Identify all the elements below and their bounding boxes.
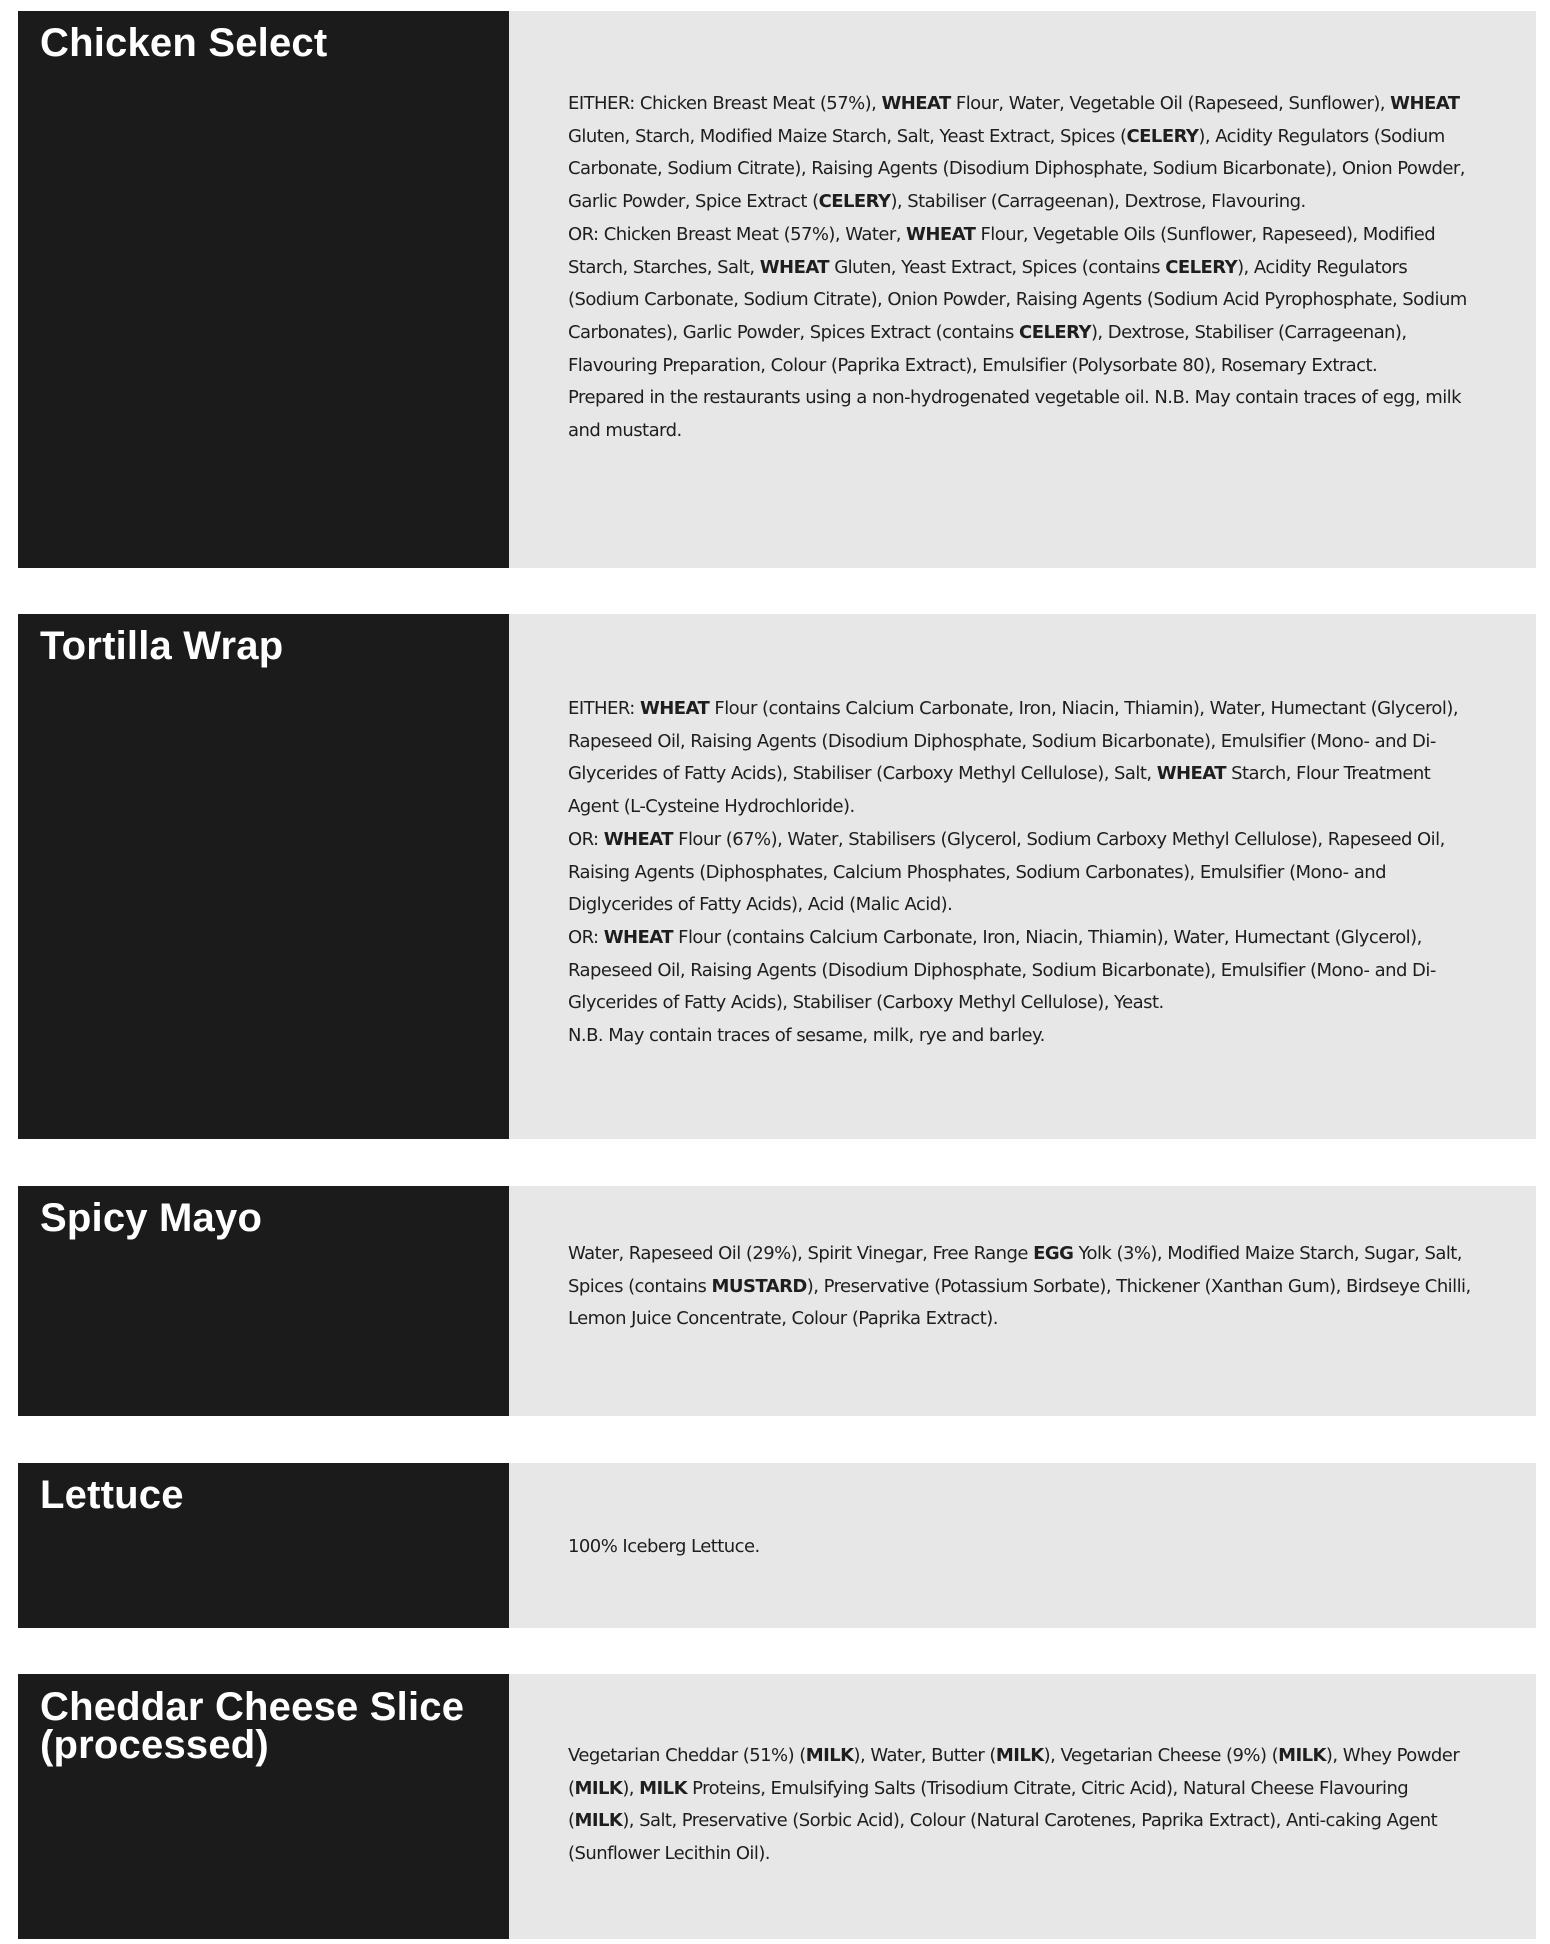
allergen-highlight: MILK — [639, 1777, 687, 1799]
allergen-highlight: MUSTARD — [711, 1275, 807, 1297]
ingredient-row-cheddar-cheese-slice — [18, 1674, 1536, 1939]
ingredient-text-run: ), Preservative (Potassium Sorbate), Thickener (Xanthan Gum), Birdseye Chilli, Lemon Juice Concentrate, Colour (Paprika Extract). — [568, 1275, 1471, 1330]
ingredient-text-run: ), — [622, 1777, 640, 1799]
allergen-highlight: WHEAT — [603, 828, 673, 850]
ingredient-text-run: Prepared in the restaurants using a non-hydrogenated vegetable oil. N.B. May contain traces of egg, milk and mustard. — [568, 387, 1461, 442]
allergen-highlight: MILK — [574, 1810, 623, 1832]
ingredients-text — [509, 1463, 1536, 1628]
allergen-highlight: EGG — [1033, 1243, 1074, 1264]
ingredient-text-run: ), Water, Butter ( — [853, 1745, 996, 1766]
ingredient-text-run: N.B. May contain traces of sesame, milk, rye and barley. — [568, 1025, 1045, 1047]
ingredient-text-run: Starch, Flour Treatment Agent (L-Cysteine Hydrochloride). — [568, 763, 1431, 818]
item-name-cell — [18, 1674, 509, 1939]
allergen-highlight: MILK — [995, 1745, 1044, 1766]
ingredient-paragraph — [568, 1740, 1476, 1871]
ingredient-text-run: ), Acidity Regulators (Sodium Carbonate, Sodium Citrate), Raising Agents (Disodium Diphosphate, Sodium Bicarbonate), Onion Powder, Garlic Powder, Spice Extract ( — [568, 125, 1465, 213]
ingredients-text — [509, 614, 1536, 1139]
ingredient-text-run: EITHER: Chicken Breast Meat (57%), — [568, 93, 882, 114]
allergen-highlight: MILK — [574, 1777, 623, 1799]
ingredients-text — [509, 1186, 1536, 1416]
ingredient-text-run: EITHER: — [568, 698, 640, 719]
ingredient-text-run: ), Salt, Preservative (Sorbic Acid), Colour (Natural Carotenes, Paprika Extract), Anti-caking Agent (Sunflower Lecithin Oil). — [568, 1810, 1438, 1865]
item-name: Chicken Select — [40, 21, 328, 65]
ingredient-text-run: 100% Iceberg Lettuce. — [568, 1536, 760, 1557]
allergen-highlight: WHEAT — [759, 256, 830, 278]
item-name: Tortilla Wrap — [40, 624, 284, 668]
allergen-highlight: WHEAT — [906, 223, 976, 245]
ingredient-paragraph — [568, 382, 1476, 447]
ingredient-row-lettuce — [18, 1463, 1536, 1628]
ingredient-text-run: OR: — [568, 926, 604, 948]
ingredient-text-run: Gluten, Yeast Extract, Spices (contains — [829, 256, 1166, 278]
ingredient-paragraph — [568, 824, 1476, 922]
ingredient-text-run: Gluten, Starch, Modified Maize Starch, Salt, Yeast Extract, Spices ( — [568, 125, 1127, 147]
ingredient-text-run: Flour (contains Calcium Carbonate, Iron, Niacin, Thiamin), Water, Humectant (Glycerol), Rapeseed Oil, Raising Agents (Disodium Diphosphate, Sodium Bicarbonate), Emulsifier (Mono- and Di-Glycerides of Fatty Acids), Stabiliser (Carboxy Methyl Cellulose), Yeast. — [568, 926, 1436, 1014]
ingredient-text-run: Proteins, Emulsifying Salts (Trisodium Citrate, Citric Acid), Natural Cheese Flavouring ( — [568, 1777, 1409, 1832]
ingredient-text-run: ), Stabiliser (Carrageenan), Dextrose, Flavouring. — [890, 191, 1306, 213]
allergen-highlight: WHEAT — [639, 698, 710, 719]
ingredient-text-run: ), Acidity Regulators (Sodium Carbonate, Sodium Citrate), Onion Powder, Raising Agents (Sodium Acid Pyrophosphate, Sodium Carbonates), Garlic Powder, Spices Extract (contains — [568, 256, 1467, 343]
ingredient-paragraph — [568, 88, 1476, 219]
ingredient-text-run: OR: — [568, 828, 604, 850]
ingredient-text-run: Flour (67%), Water, Stabilisers (Glycerol, Sodium Carboxy Methyl Cellulose), Rapeseed Oil, Raising Agents (Diphosphates, Calcium Phosphates, Sodium Carbonates), Emulsifier (Mono- and Diglycerides of Fatty Acids), Acid (Malic Acid). — [568, 828, 1445, 916]
ingredient-paragraph — [568, 219, 1476, 383]
item-name-cell — [18, 11, 509, 568]
ingredient-text-run: Water, Rapeseed Oil (29%), Spirit Vinegar, Free Range — [568, 1243, 1034, 1264]
ingredient-text-run: Yolk (3%), Modified Maize Starch, Sugar, Salt, Spices (contains — [568, 1243, 1462, 1297]
allergen-highlight: MILK — [805, 1745, 854, 1766]
allergen-highlight: CELERY — [1019, 321, 1091, 343]
ingredient-text-run: ), Whey Powder ( — [568, 1745, 1460, 1799]
allergen-highlight: MILK — [1278, 1745, 1326, 1766]
allergen-highlight: WHEAT — [881, 93, 951, 114]
allergen-highlight: WHEAT — [603, 926, 673, 948]
ingredient-row-tortilla-wrap — [18, 614, 1536, 1139]
ingredient-paragraph — [568, 693, 1476, 824]
ingredient-text-run: Flour (contains Calcium Carbonate, Iron, Niacin, Thiamin), Water, Humectant (Glycerol), Rapeseed Oil, Raising Agents (Disodium Diphosphate, Sodium Bicarbonate), Emulsifier (Mono- and Di-Glycerides of Fatty Acids), Stabiliser (Carboxy Methyl Cellulose), Salt, — [568, 698, 1458, 785]
ingredient-text-run: Flour, Water, Vegetable Oil (Rapeseed, Sunflower), — [950, 93, 1391, 114]
item-name-cell — [18, 614, 509, 1139]
allergen-highlight: WHEAT — [1156, 763, 1226, 785]
allergen-highlight: CELERY — [1126, 125, 1199, 147]
allergen-highlight: CELERY — [1165, 256, 1238, 278]
ingredient-text-run: Vegetarian Cheddar (51%) ( — [568, 1745, 806, 1766]
item-name-cell — [18, 1186, 509, 1416]
ingredient-text-run: Flour, Vegetable Oils (Sunflower, Rapeseed), Modified Starch, Starches, Salt, — [568, 223, 1436, 278]
ingredients-text — [509, 1674, 1536, 1939]
allergen-highlight: CELERY — [818, 191, 891, 213]
ingredient-paragraph — [568, 1020, 1476, 1053]
ingredients-text — [509, 11, 1536, 568]
ingredient-text-run: ), Vegetarian Cheese (9%) ( — [1043, 1745, 1279, 1766]
item-name-cell — [18, 1463, 509, 1628]
ingredient-text-run: OR: Chicken Breast Meat (57%), Water, — [568, 223, 907, 245]
ingredient-paragraph — [568, 1531, 1476, 1564]
ingredient-row-spicy-mayo — [18, 1186, 1536, 1416]
ingredient-text-run: ), Dextrose, Stabiliser (Carrageenan), Flavouring Preparation, Colour (Paprika Extract), Emulsifier (Polysorbate 80), Rosemary Extract. — [568, 321, 1407, 376]
allergen-highlight: WHEAT — [1390, 93, 1460, 114]
ingredient-row-chicken-select — [18, 11, 1536, 568]
item-name: Cheddar Cheese Slice (processed) — [40, 1685, 465, 1767]
ingredient-paragraph — [568, 1238, 1476, 1336]
item-name: Spicy Mayo — [40, 1196, 263, 1240]
ingredient-paragraph — [568, 922, 1476, 1020]
item-name: Lettuce — [40, 1473, 184, 1517]
